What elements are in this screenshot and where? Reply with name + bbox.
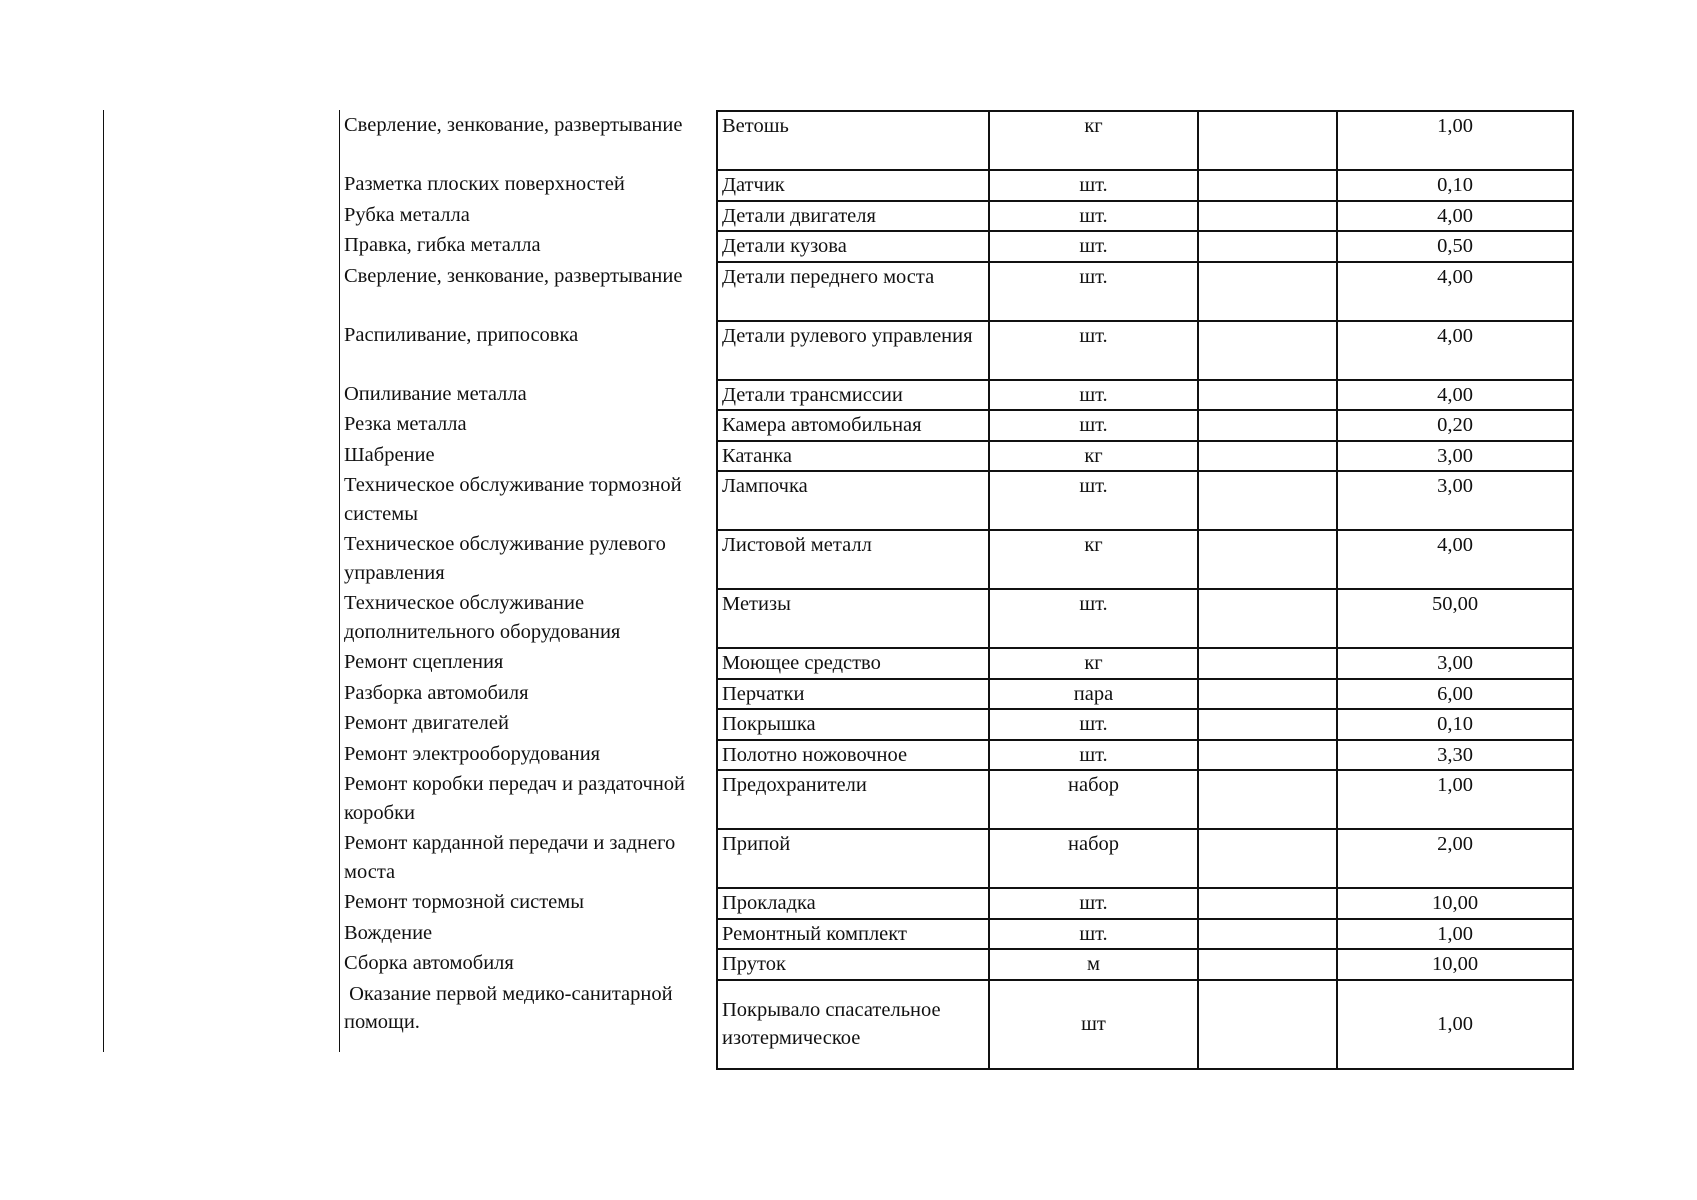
unit-cell: шт.	[989, 170, 1198, 201]
work-cell: Техническое обслуживание дополнительного оборудования	[344, 592, 621, 643]
table-row	[339, 589, 1573, 648]
unit-cell: кг	[989, 441, 1198, 472]
unit-cell: шт.	[989, 709, 1198, 740]
table-row	[339, 380, 1573, 411]
empty-cell	[1198, 111, 1337, 170]
quantity-cell: 3,00	[1337, 648, 1573, 679]
unit-cell: шт.	[989, 471, 1198, 530]
quantity-cell: 4,00	[1337, 262, 1573, 321]
empty-cell	[1198, 589, 1337, 648]
unit-cell: кг	[989, 648, 1198, 679]
quantity-cell: 4,00	[1337, 321, 1573, 380]
quantity-cell: 3,00	[1337, 471, 1573, 530]
table-row	[339, 231, 1573, 262]
work-cell: Ремонт тормозной системы	[344, 891, 584, 913]
unit-cell: шт.	[989, 740, 1198, 771]
empty-cell	[1198, 380, 1337, 411]
material-cell: Прокладка	[717, 888, 989, 919]
empty-cell	[1198, 231, 1337, 262]
material-cell: Детали двигателя	[717, 201, 989, 232]
material-cell: Детали трансмиссии	[717, 380, 989, 411]
unit-cell: набор	[989, 829, 1198, 888]
material-cell: Перчатки	[717, 679, 989, 710]
table-row	[339, 648, 1573, 679]
work-cell: Ремонт электрооборудования	[344, 742, 601, 765]
empty-cell	[1198, 679, 1337, 710]
quantity-cell: 1,00	[1337, 111, 1573, 170]
work-cell: Распиливание, припосовка	[344, 323, 579, 346]
material-cell: Ветошь	[717, 111, 989, 170]
unit-cell: шт.	[989, 410, 1198, 441]
empty-cell	[1198, 648, 1337, 679]
material-cell: Детали рулевого управления	[717, 321, 989, 380]
table-row	[339, 919, 1573, 950]
unit-cell: шт.	[989, 589, 1198, 648]
empty-cell	[1198, 262, 1337, 321]
table-row	[339, 679, 1573, 710]
quantity-cell: 0,10	[1337, 709, 1573, 740]
material-cell: Детали переднего моста	[717, 262, 989, 321]
material-cell: Детали кузова	[717, 231, 989, 262]
empty-cell	[1198, 740, 1337, 771]
quantity-cell: 3,30	[1337, 740, 1573, 771]
empty-cell	[1198, 709, 1337, 740]
quantity-cell: 2,00	[1337, 829, 1573, 888]
table-row	[339, 170, 1573, 201]
empty-cell	[1198, 321, 1337, 380]
work-cell: Сверление, зенкование, развертывание	[344, 114, 683, 136]
work-cell: Техническое обслуживание тормозной системы	[344, 474, 682, 525]
empty-cell	[1198, 201, 1337, 232]
quantity-cell: 4,00	[1337, 380, 1573, 411]
quantity-cell: 1,00	[1337, 770, 1573, 829]
work-cell: Разборка автомобиля	[344, 681, 529, 704]
work-cell: Оказание первой медико-санитарной помощи.	[344, 982, 678, 1033]
quantity-cell: 0,20	[1337, 410, 1573, 441]
empty-cell	[1198, 770, 1337, 829]
unit-cell: набор	[989, 770, 1198, 829]
material-cell: Ремонтный комплект	[717, 919, 989, 950]
table-row	[339, 829, 1573, 888]
material-cell: Катанка	[717, 441, 989, 472]
left-margin-rule	[103, 110, 104, 1052]
material-cell: Листовой металл	[717, 530, 989, 589]
table-row	[339, 530, 1573, 589]
empty-cell	[1198, 410, 1337, 441]
material-cell: Пруток	[717, 949, 989, 980]
material-cell: Моющее средство	[717, 648, 989, 679]
materials-table	[339, 110, 1574, 1070]
empty-cell	[1198, 170, 1337, 201]
table-row	[339, 949, 1573, 980]
table-row	[339, 888, 1573, 919]
work-cell: Разметка плоских поверхностей	[344, 173, 625, 195]
work-cell: Ремонт двигателей	[344, 712, 509, 734]
material-cell: Полотно ножовочное	[717, 740, 989, 771]
unit-cell: м	[989, 949, 1198, 980]
unit-cell: шт.	[989, 919, 1198, 950]
work-cell: Шабрение	[344, 443, 435, 466]
work-cell: Техническое обслуживание рулевого управления	[344, 533, 666, 584]
table-row	[339, 441, 1573, 472]
work-cell: Правка, гибка металла	[344, 234, 541, 256]
quantity-cell: 10,00	[1337, 949, 1573, 980]
material-cell: Покрышка	[717, 709, 989, 740]
unit-cell: кг	[989, 111, 1198, 170]
quantity-cell: 50,00	[1337, 589, 1573, 648]
unit-cell: шт.	[989, 201, 1198, 232]
quantity-cell: 4,00	[1337, 530, 1573, 589]
table-row	[339, 770, 1573, 829]
material-cell: Датчик	[717, 170, 989, 201]
empty-cell	[1198, 980, 1337, 1069]
quantity-cell: 1,00	[1337, 980, 1573, 1069]
material-cell: Покрывало спасательное изотермическое	[717, 980, 989, 1069]
material-cell: Предохранители	[717, 770, 989, 829]
material-cell: Камера автомобильная	[717, 410, 989, 441]
work-cell: Ремонт коробки передач и раздаточной коробки	[344, 773, 686, 824]
quantity-cell: 10,00	[1337, 888, 1573, 919]
unit-cell: кг	[989, 530, 1198, 589]
quantity-cell: 6,00	[1337, 679, 1573, 710]
empty-cell	[1198, 530, 1337, 589]
table-row	[339, 111, 1573, 170]
empty-cell	[1198, 441, 1337, 472]
unit-cell: шт.	[989, 888, 1198, 919]
table-row	[339, 410, 1573, 441]
unit-cell: шт	[989, 980, 1198, 1069]
material-cell: Припой	[717, 829, 989, 888]
unit-cell: шт.	[989, 231, 1198, 262]
quantity-cell: 0,50	[1337, 231, 1573, 262]
work-cell: Ремонт сцепления	[344, 651, 504, 673]
quantity-cell: 1,00	[1337, 919, 1573, 950]
work-cell: Резка металла	[344, 413, 467, 435]
work-cell: Рубка металла	[344, 203, 470, 226]
work-cell: Сверление, зенкование, развертывание	[344, 264, 683, 287]
table-row	[339, 740, 1573, 771]
empty-cell	[1198, 949, 1337, 980]
material-cell: Лампочка	[717, 471, 989, 530]
quantity-cell: 0,10	[1337, 170, 1573, 201]
empty-cell	[1198, 471, 1337, 530]
table-row	[339, 201, 1573, 232]
quantity-cell: 4,00	[1337, 201, 1573, 232]
table-row	[339, 980, 1573, 1069]
unit-cell: шт.	[989, 321, 1198, 380]
table-row	[339, 321, 1573, 380]
table-row	[339, 471, 1573, 530]
work-cell: Ремонт карданной передачи и заднего моста	[344, 832, 676, 883]
table-row	[339, 262, 1573, 321]
empty-cell	[1198, 829, 1337, 888]
empty-cell	[1198, 919, 1337, 950]
unit-cell: шт.	[989, 380, 1198, 411]
work-cell: Вождение	[344, 921, 433, 944]
work-cell: Сборка автомобиля	[344, 952, 514, 974]
quantity-cell: 3,00	[1337, 441, 1573, 472]
table-row	[339, 709, 1573, 740]
empty-cell	[1198, 888, 1337, 919]
material-cell: Метизы	[717, 589, 989, 648]
unit-cell: пара	[989, 679, 1198, 710]
work-cell: Опиливание металла	[344, 382, 527, 405]
unit-cell: шт.	[989, 262, 1198, 321]
